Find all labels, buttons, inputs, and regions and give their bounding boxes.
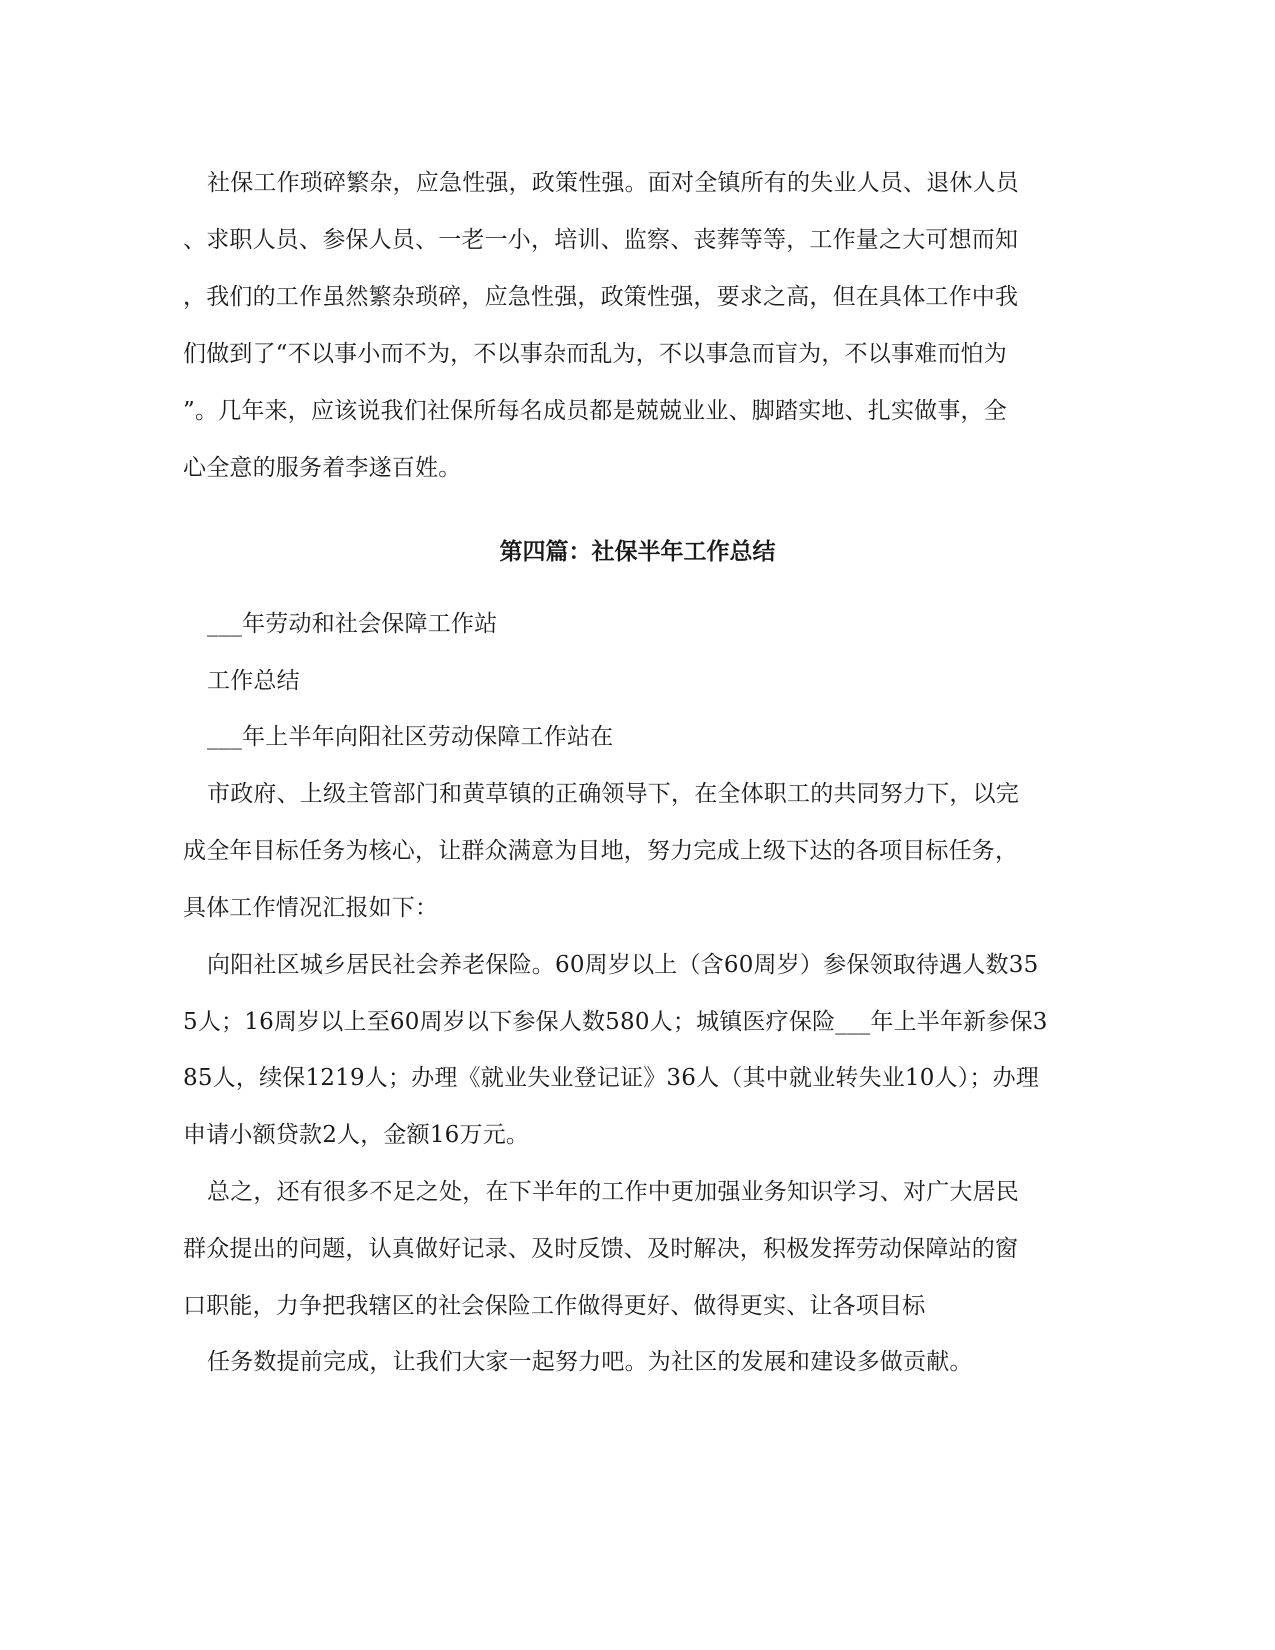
paragraph-3-line-2: 5人；16周岁以上至60周岁以下参保人数580人；城镇医疗保险___年上半年新参保3 <box>183 1009 1048 1035</box>
closing-line: 任务数提前完成，让我们大家一起努力吧。为社区的发展和建设多做贡献。 <box>207 1349 973 1375</box>
paragraph-3-line-3: 85人，续保1219人；办理《就业失业登记证》36人（其中就业转失业10人）；办理 <box>183 1065 1040 1091</box>
paragraph-3-line-1: 向阳社区城乡居民社会养老保险。60周岁以上（含60周岁）参保领取待遇人数35 <box>207 952 1039 978</box>
intro-line-3: ___年上半年向阳社区劳动保障工作站在 <box>207 724 614 750</box>
paragraph-1-line-2: 、求职人员、参保人员、一老一小，培训、监察、丧葬等等，工作量之大可想而知 <box>183 227 1019 253</box>
paragraph-1-line-1: 社保工作琐碎繁杂，应急性强，政策性强。面对全镇所有的失业人员、退休人员 <box>207 170 1019 196</box>
paragraph-1-line-4: 们做到了“不以事小而不为，不以事杂而乱为，不以事急而盲为，不以事难而怕为 <box>183 341 1007 367</box>
paragraph-3-line-4: 申请小额贷款2人，金额16万元。 <box>183 1122 530 1148</box>
paragraph-1-line-6: 心全意的服务着李遂百姓。 <box>183 455 462 481</box>
intro-line-1: ___年劳动和社会保障工作站 <box>207 611 498 637</box>
paragraph-4-line-3: 口职能，力争把我辖区的社会保险工作做得更好、做得更实、让各项目标 <box>183 1293 926 1319</box>
paragraph-2-line-3: 具体工作情况汇报如下： <box>183 895 439 921</box>
paragraph-2-line-2: 成全年目标任务为核心，让群众满意为目地，努力完成上级下达的各项目标任务， <box>183 838 1019 864</box>
paragraph-2-line-1: 市政府、上级主管部门和黄草镇的正确领导下，在全体职工的共同努力下，以完 <box>207 781 1019 807</box>
paragraph-1-line-5: ”。几年来，应该说我们社保所每名成员都是兢兢业业、脚踏实地、扎实做事，全 <box>183 398 1007 424</box>
intro-line-2: 工作总结 <box>207 668 300 694</box>
paragraph-4-line-2: 群众提出的问题，认真做好记录、及时反馈、及时解决，积极发挥劳动保障站的窗 <box>183 1236 1019 1262</box>
paragraph-1-line-3: ，我们的工作虽然繁杂琐碎，应急性强，政策性强，要求之高，但在具体工作中我 <box>183 284 1019 310</box>
section-heading: 第四篇：社保半年工作总结 <box>499 538 776 565</box>
paragraph-4-line-1: 总之，还有很多不足之处，在下半年的工作中更加强业务知识学习、对广大居民 <box>207 1179 1019 1205</box>
